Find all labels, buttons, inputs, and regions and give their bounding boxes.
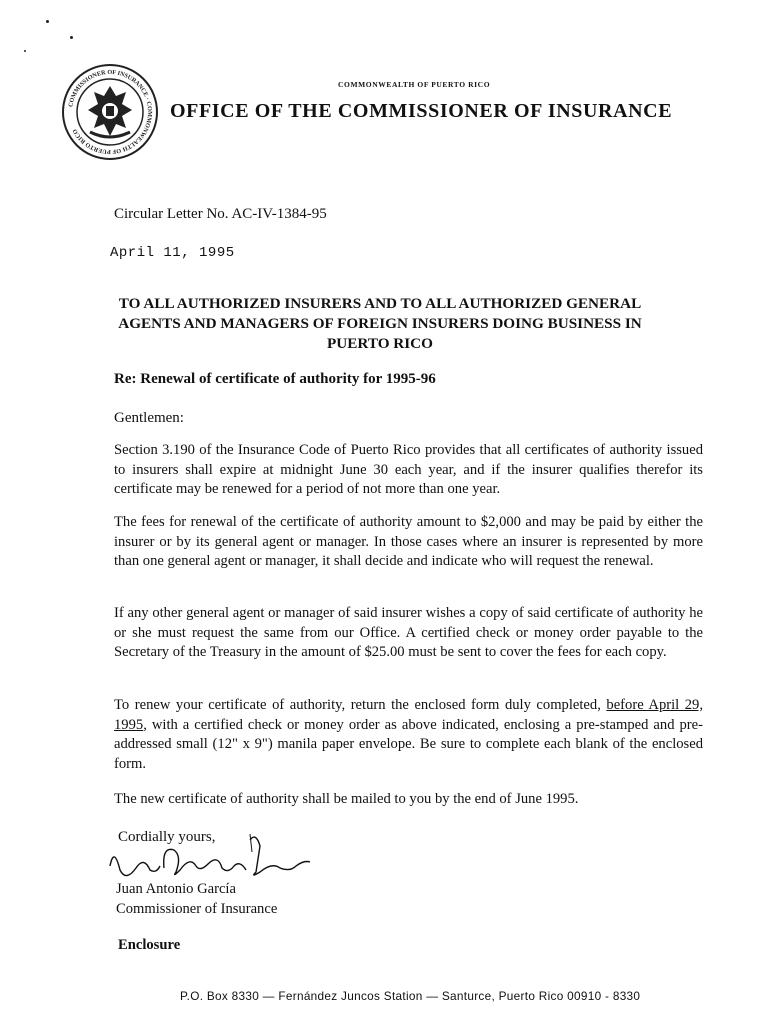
seal-emblem-icon: [60, 62, 160, 162]
paragraph-fees: The fees for renewal of the certificate of authority amount to $2,000 and may be paid by either the insurer or by its general agent or manager. In those cases where an insurer is represented by more than one general agent or manager, it shall decide and indicate who will request the renewal.: [114, 514, 703, 569]
signer-title: Commissioner of Insurance: [116, 901, 278, 917]
enclosure-label: Enclosure: [118, 937, 181, 953]
closing: Cordially yours,: [118, 829, 216, 845]
office-title: OFFICE OF THE COMMISSIONER OF INSURANCE: [170, 100, 673, 122]
deadline-underlined: before April 29, 1995: [114, 697, 703, 733]
paragraph-copies: If any other general agent or manager of said insurer wishes a copy of said certificate of authority he or she must request the same from our Office. A certified check or money order payable to the Secretary of the Treasury in the amount of $25.00 must be sent to cover the fees for each copy.: [114, 605, 703, 660]
signer-name: Juan Antonio García: [116, 881, 236, 897]
circular-number: Circular Letter No. AC-IV-1384-95: [114, 206, 327, 222]
commonwealth-heading: COMMONWEALTH OF PUERTO RICO: [338, 80, 491, 89]
commissioner-seal: [60, 62, 160, 162]
paragraph-expiration: Section 3.190 of the Insurance Code of Puerto Rico provides that all certificates of authority issued to insurers shall expire at midnight June 30 each year, and if the insurer qualifies therefor its certificate may be renewed for a period of not more than one year.: [114, 442, 703, 497]
renewal-text-end: , with a certified check or money order as above indicated, enclosing a pre-stamped and pre-addressed small (12" x 9") manila paper envelope. Be sure to complete each blank of the enclosed form.: [114, 716, 703, 772]
subject-line: Re: Renewal of certificate of authority for 1995-96: [114, 371, 436, 387]
addressee-block: TO ALL AUTHORIZED INSURERS AND TO ALL AUTHORIZED GENERAL AGENTS AND MANAGERS OF FOREIGN INSURERS DOING BUSINESS IN PUERTO RICO: [118, 295, 642, 352]
paragraph-mailing: The new certificate of authority shall be mailed to you by the end of June 1995.: [114, 791, 579, 807]
greeting: Gentlemen:: [114, 410, 184, 426]
footer-address: P.O. Box 8330 — Fernández Juncos Station — Santurce, Puerto Rico 00910 - 8330: [180, 989, 641, 1003]
paragraph-renewal-instructions: [114, 696, 703, 774]
letter-date: April 11, 1995: [110, 245, 235, 261]
renewal-text-start: To renew your certificate of authority, return the enclosed form duly completed,: [114, 697, 607, 713]
seal-text: COMMISSIONER OF INSURANCE · COMMONWEALTH OF PUERTO RICO: [67, 68, 154, 156]
